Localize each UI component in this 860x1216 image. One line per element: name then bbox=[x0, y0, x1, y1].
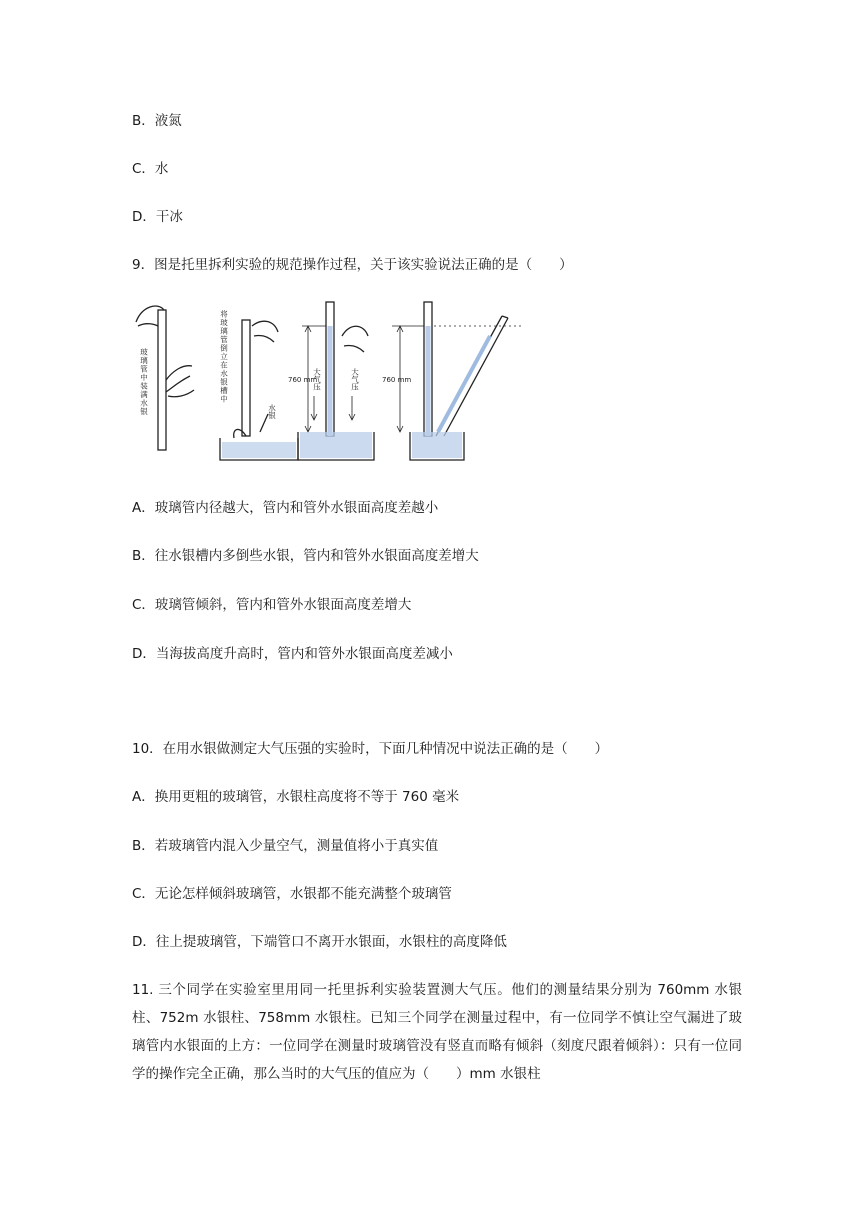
label-height-2: 760 mm bbox=[382, 376, 412, 384]
q10-stem: 10．在用水银做测定大气压强的实验时，下面几种情况中说法正确的是（ ） bbox=[132, 741, 609, 757]
q8-option-c: C．水 bbox=[132, 161, 169, 177]
q10-option-d: D．往上提玻璃管，下端管口不离开水银面，水银柱的高度降低 bbox=[132, 934, 507, 950]
q10-option-b: B．若玻璃管内混入少量空气，测量值将小于真实值 bbox=[132, 838, 439, 854]
panel-invert-tube bbox=[220, 320, 298, 460]
label-mercury: 水银 bbox=[267, 404, 277, 419]
q8-option-d: D．干冰 bbox=[132, 209, 183, 225]
mercury-trough-3 bbox=[300, 432, 372, 458]
q10-option-c: C．无论怎样倾斜玻璃管，水银都不能充满整个玻璃管 bbox=[132, 886, 452, 902]
q9-option-c: C．玻璃管倾斜，管内和管外水银面高度差增大 bbox=[132, 597, 412, 613]
label-step1: 玻璃管中装满水银 bbox=[139, 348, 149, 416]
label-height-1: 760 mm bbox=[288, 376, 318, 384]
q9-stem: 9．图是托里拆利实验的规范操作过程，关于该实验说法正确的是（ ） bbox=[132, 257, 573, 273]
q9-option-b: B．往水银槽内多倒些水银，管内和管外水银面高度差增大 bbox=[132, 548, 479, 564]
q8-option-b: B．液氮 bbox=[132, 113, 182, 129]
torricelli-figure bbox=[128, 296, 528, 466]
q9-option-a: A．玻璃管内径越大，管内和管外水银面高度差越小 bbox=[132, 500, 439, 516]
mercury-trough-2 bbox=[222, 442, 296, 458]
label-step2: 将玻璃管倒立在水银槽中 bbox=[219, 310, 229, 404]
q10-option-a: A．换用更粗的玻璃管，水银柱高度将不等于 760 毫米 bbox=[132, 789, 460, 805]
q11-text: 11. 三个同学在实验室里用同一托里拆利实验装置测大气压。他们的测量结果分别为 760mm 水银柱、752m 水银柱、758mm 水银柱。已知三个同学在测量过程中，有一位同学不慎让空气漏进了玻璃管内水银面的上方：一位同学在测量时玻璃管没有竖直而略有倾斜（刻度尺跟着倾斜）：只有一位同学的操作完全正确，那么当时的大气压的值应为（ ）mm 水银柱 bbox=[132, 982, 742, 1082]
mercury-trough-4 bbox=[412, 432, 462, 458]
label-atm-left: 大气压 bbox=[312, 368, 322, 391]
label-atm-right: 大气压 bbox=[350, 368, 360, 391]
q9-option-d: D．当海拔高度升高时，管内和管外水银面高度差减小 bbox=[132, 646, 453, 662]
